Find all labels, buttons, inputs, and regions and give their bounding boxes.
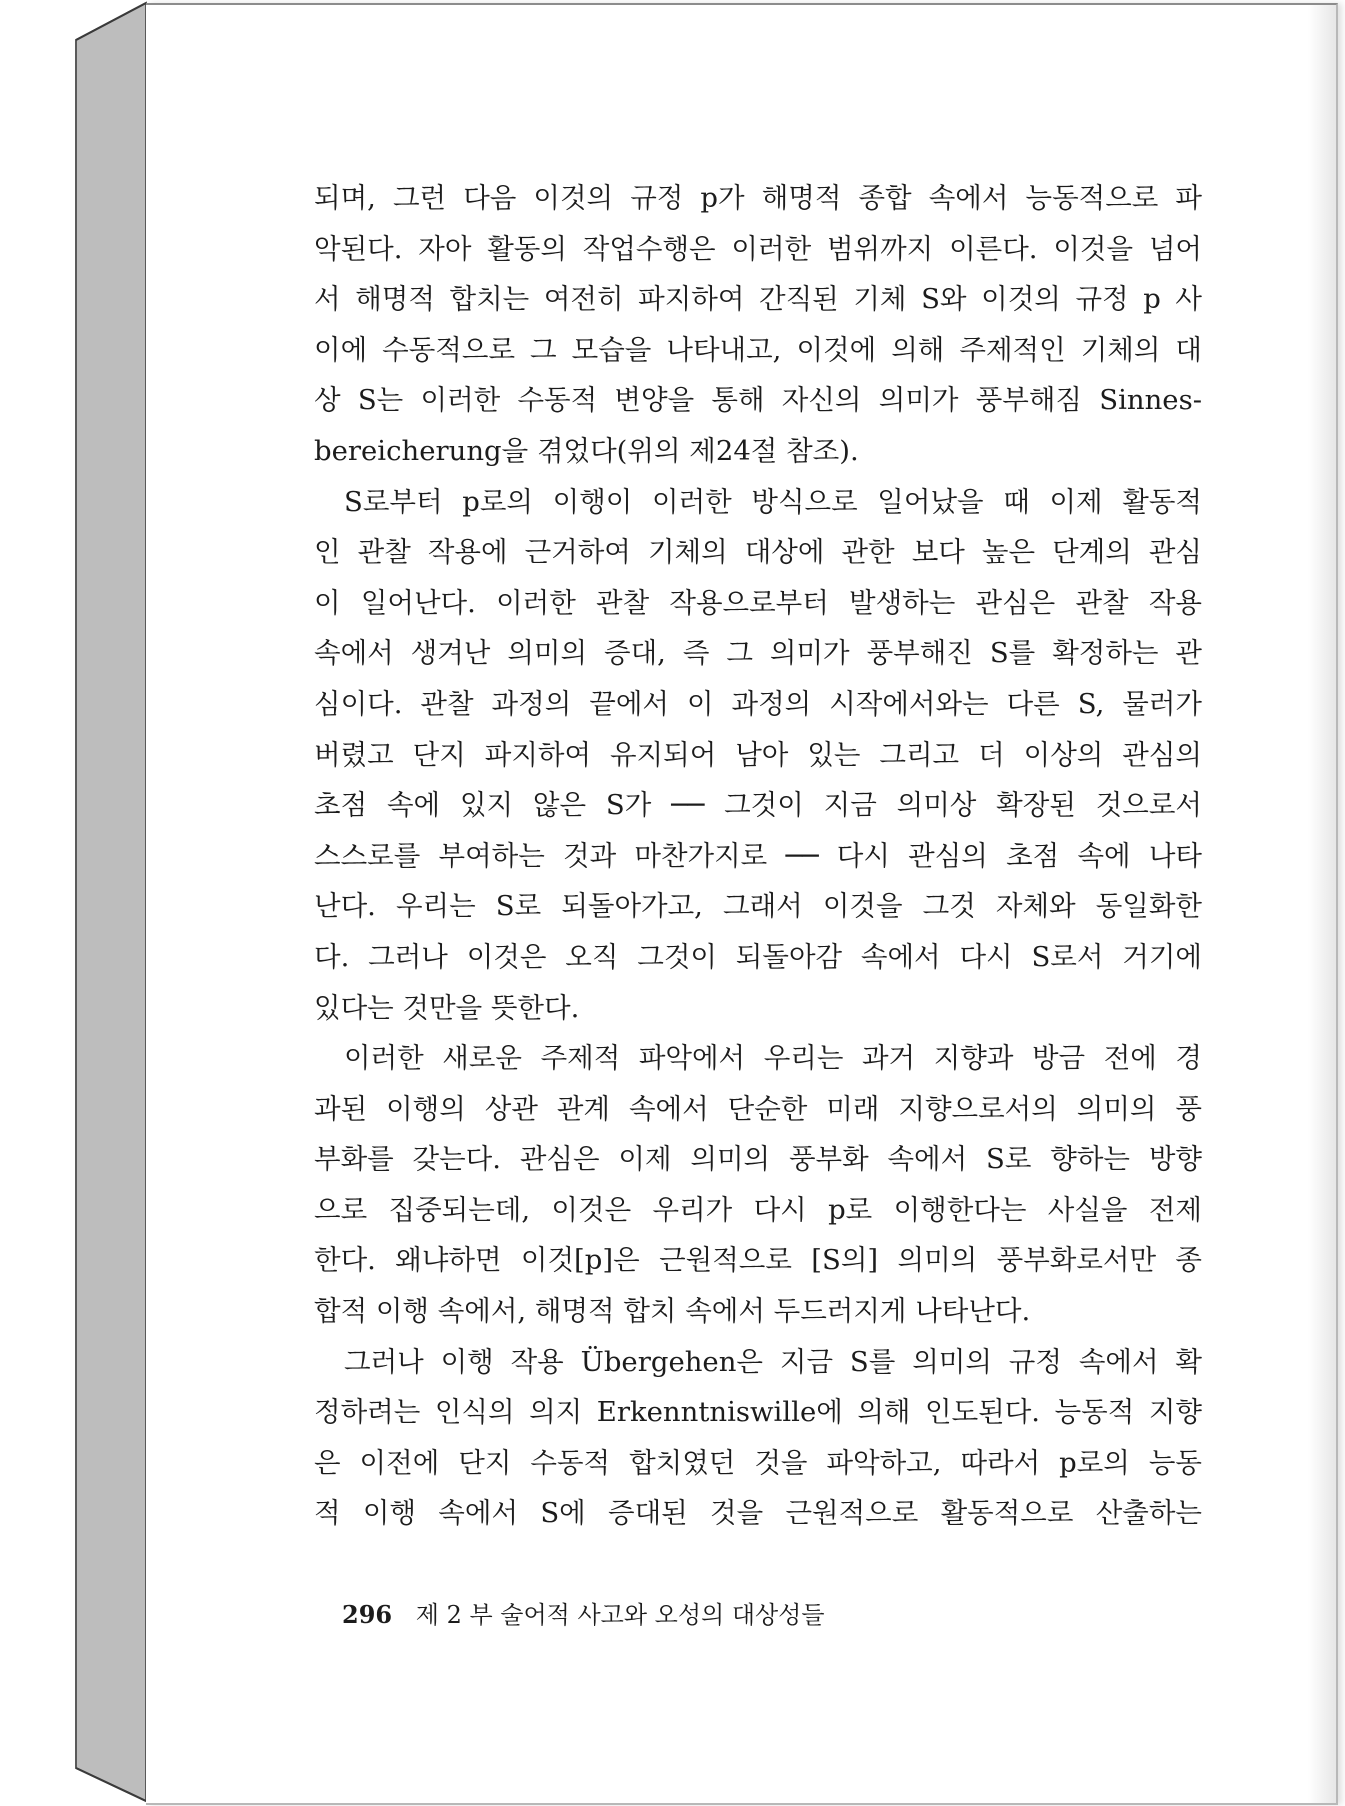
text-line: 이에 수동적으로 그 모습을 나타내고, 이것에 의해 주제적인 기체의 대 [314,333,1202,366]
text-line: 합적 이행 속에서, 해명적 합치 속에서 두드러지게 나타난다. [314,1295,1031,1328]
text-line: 으로 집중되는데, 이것은 우리가 다시 p로 이행한다는 사실을 전제 [314,1193,1202,1226]
text-line: 속에서 생겨난 의미의 증대, 즉 그 의미가 풍부해진 S를 확정하는 관 [314,637,1202,670]
text-line: 부화를 갖는다. 관심은 이제 의미의 풍부화 속에서 S로 향하는 방향 [314,1143,1202,1176]
page-number: 296 [342,1600,393,1629]
text-line: 버렸고 단지 파지하여 유지되어 남아 있는 그리고 더 이상의 관심의 [314,738,1202,771]
text-line: 과된 이행의 상관 관계 속에서 단순한 미래 지향으로서의 의미의 풍 [314,1092,1202,1125]
text-line: S로부터 p로의 이행이 이러한 방식으로 일어났을 때 이제 활동적 [344,485,1202,518]
text-line: 한다. 왜냐하면 이것[p]은 근원적으로 [S의] 의미의 풍부화로서만 종 [314,1244,1202,1277]
page-edge-shadow [1308,5,1336,1803]
text-line: 정하려는 인식의 의지 Erkenntniswille에 의해 인도된다. 능동적 지향 [314,1396,1202,1429]
text-line: 다. 그러나 이것은 오직 그것이 되돌아감 속에서 다시 S로서 거기에 [314,940,1202,973]
text-line: 그러나 이행 작용 Übergehen은 지금 S를 의미의 규정 속에서 확 [344,1345,1202,1378]
running-footer-title: 제 2 부 술어적 사고와 오성의 대상성들 [415,1601,825,1629]
text-line: 있다는 것만을 뜻한다. [314,991,580,1024]
book-spine [0,0,150,1806]
text-line: 이러한 새로운 주제적 파악에서 우리는 과거 지향과 방금 전에 경 [344,1042,1202,1075]
text-line: 이 일어난다. 이러한 관찰 작용으로부터 발생하는 관심은 관찰 작용 [314,586,1202,619]
text-line: 되며, 그런 다음 이것의 규정 p가 해명적 종합 속에서 능동적으로 파 [314,182,1202,214]
text-line: bereicherung을 겪었다(위의 제24절 참조). [314,434,859,467]
text-line: 서 해명적 합치는 여전히 파지하여 간직된 기체 S와 이것의 규정 p 사 [314,283,1202,316]
text-line: 심이다. 관찰 과정의 끝에서 이 과정의 시작에서와는 다른 S, 물러가 [314,687,1202,720]
page-footer [342,1595,825,1630]
book-page [146,3,1338,1805]
text-line: 난다. 우리는 S로 되돌아가고, 그래서 이것을 그것 자체와 동일화한 [314,890,1202,923]
text-line: 상 S는 이러한 수동적 변양을 통해 자신의 의미가 풍부해짐 Sinnes- [314,384,1202,417]
text-line: 초점 속에 있지 않은 S가 ── 그것이 지금 의미상 확장된 것으로서 [314,789,1202,822]
text-line: 악된다. 자아 활동의 작업수행은 이러한 범위까지 이른다. 이것을 넘어 [314,232,1202,265]
text-line: 인 관찰 작용에 근거하여 기체의 대상에 관한 보다 높은 단계의 관심 [314,536,1202,569]
body-text [314,173,1202,1539]
text-line: 은 이전에 단지 수동적 합치였던 것을 파악하고, 따라서 p로의 능동 [314,1446,1202,1479]
text-line: 스스로를 부여하는 것과 마찬가지로 ── 다시 관심의 초점 속에 나타 [314,839,1202,872]
text-line: 적 이행 속에서 S에 증대된 것을 근원적으로 활동적으로 산출하는 [314,1497,1202,1530]
